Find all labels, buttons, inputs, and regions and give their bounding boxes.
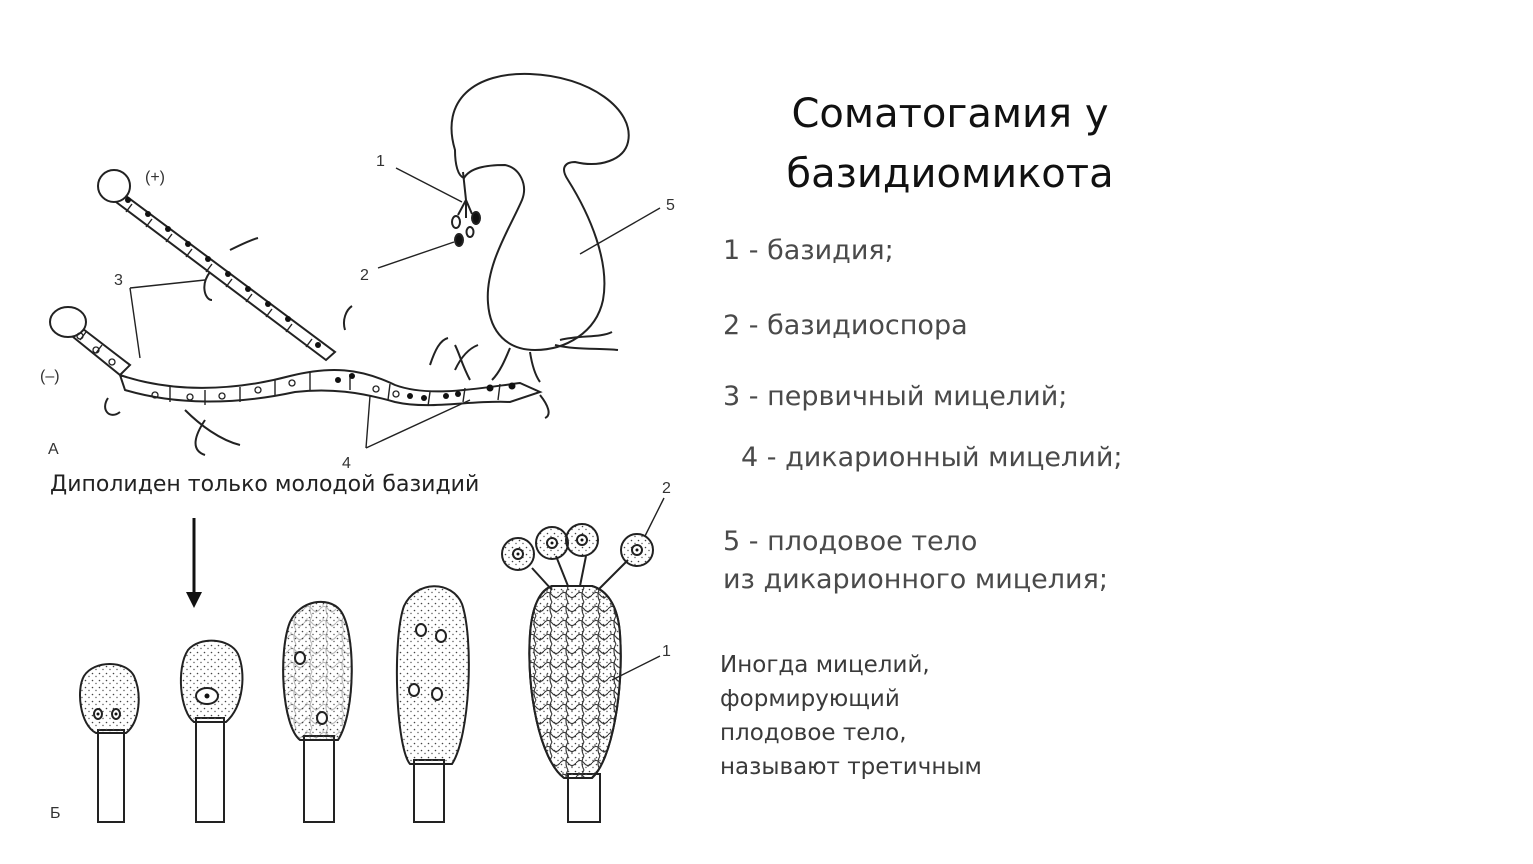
plus-hypha: [108, 190, 335, 360]
legend-item-5-line-2: из дикарионного мицелия;: [723, 564, 1108, 595]
callout-b-2-label: 2: [662, 480, 671, 497]
title-line-2: базидиомикота: [786, 151, 1114, 197]
callout-1-line: [396, 168, 462, 202]
legend-item-2-text: 2 - базидиоспора: [723, 310, 968, 341]
legend-item-3-text: 3 - первичный мицелий;: [723, 381, 1068, 412]
figure-b-caption: Диполиден только молодой базидий: [50, 472, 480, 497]
legend-item-4-text: 4 - дикарионный мицелий;: [741, 442, 1123, 473]
panel-label-a: А: [48, 441, 59, 458]
legend-item-5-line-1: 5 - плодовое тело: [723, 526, 978, 557]
minus-label: (–): [40, 368, 60, 385]
callout-5-label: 5: [666, 197, 675, 214]
callout-1-label: 1: [376, 153, 385, 170]
down-arrow-icon: [186, 518, 202, 608]
callout-3-lines: [130, 280, 205, 358]
note-line-1: Иногда мицелий,: [720, 652, 930, 678]
callout-2-label: 2: [360, 267, 369, 284]
panel-label-b: Б: [50, 805, 61, 822]
basidium-stage-5: [502, 524, 653, 822]
plus-label: (+): [145, 169, 165, 186]
basidium-stage-2: [181, 641, 243, 822]
dikaryon-hypha: [120, 370, 540, 405]
title-line-1: Соматогамия у: [791, 91, 1109, 137]
basidium-stage-1: [80, 664, 139, 822]
callout-2-line: [378, 242, 454, 268]
note-line-4: называют третичным: [720, 754, 982, 780]
note-line-3: плодовое тело,: [720, 720, 907, 746]
figure-a: [50, 74, 660, 455]
figure-b: [80, 498, 664, 822]
note-line-2: формирующий: [720, 686, 900, 712]
callout-b-1-label: 1: [662, 643, 671, 660]
basidium-stage-3: [283, 602, 352, 822]
basidium-stage-4: [397, 586, 469, 822]
legend-item-1-text: 1 - базидия;: [723, 235, 894, 266]
callout-3-label: 3: [114, 272, 123, 289]
callout-4-label: 4: [342, 455, 351, 472]
